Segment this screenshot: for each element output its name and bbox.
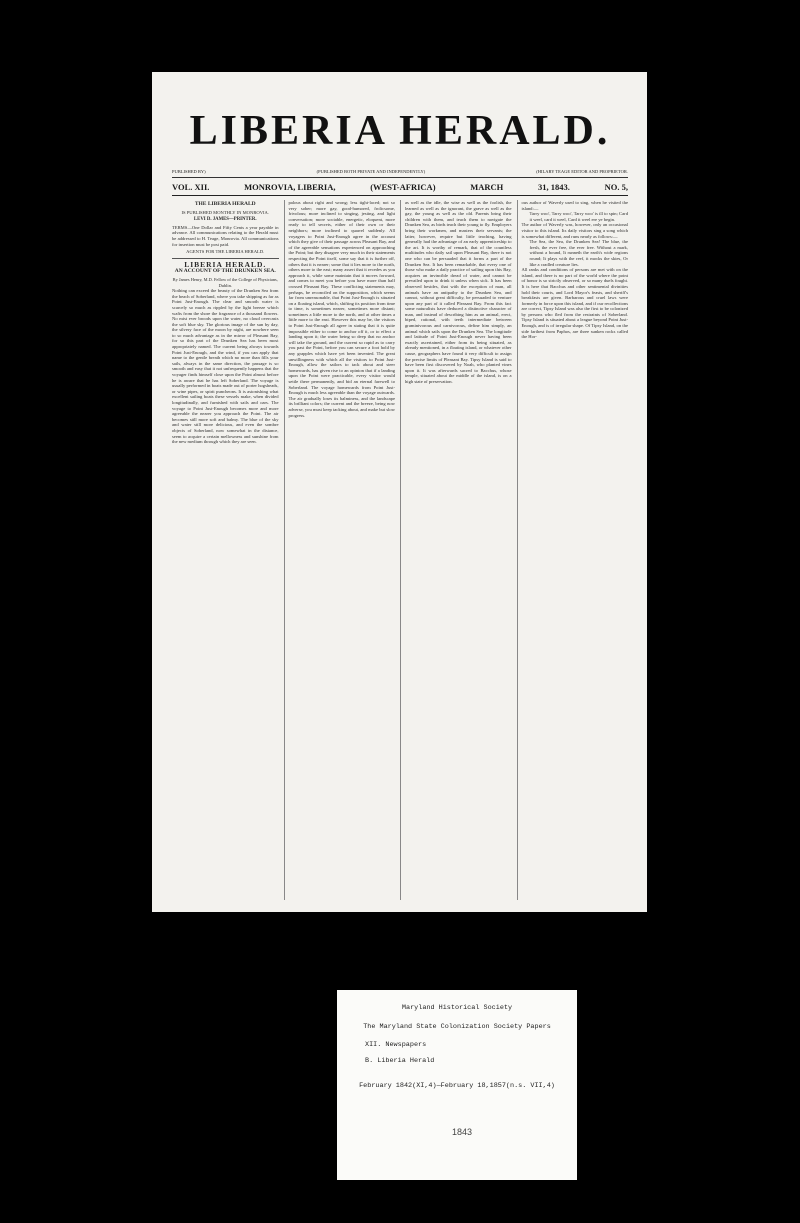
publisher-row <box>172 169 628 178</box>
issue-number: NO. 5, <box>604 182 628 192</box>
masthead-title: LIBERIA HERALD. <box>189 108 611 154</box>
label-series: XII. Newspapers <box>365 1041 427 1049</box>
label-date-range: February 1842(XI,4)—February 18,1857(n.s. VII,4) <box>359 1082 555 1090</box>
place: MONROVIA, LIBERIA, <box>244 182 336 192</box>
column-heading: THE LIBERIA HERALD <box>194 201 256 207</box>
article-body: All ranks and conditions of persons are met with on the island, and there is no part of the world where the point of honor is so strictly observed, or so many duels fought. It is here that Bacchus and other sentimental divinities hold their courts, and Lord Mayor's feasts, and sheriff's breakfasts are given. Barbarous and cruel laws were formerly in force upon this island, and if our recollections are correct, Tipsy Island was also the first to be colonized by persons who fled from the restraints of Soberland. Tipsy Island is situated about a league beyond Point Just-Enough, and is of irregular shape. Of Tipsy Island, on the side farthest from Paphos, are three sunken rocks called the Hor- <box>521 267 628 340</box>
volume-number: VOL. XII. <box>172 182 210 192</box>
label-collection: The Maryland State Colonization Society Papers <box>363 1023 551 1031</box>
label-subseries: B. Liberia Herald <box>365 1057 435 1065</box>
column-1 <box>172 200 279 900</box>
column-intro: ous author of Waverly used to sing, when he visited the island:— <box>521 200 628 211</box>
article-body: Nothing can exceed the beauty of the Drunken Sea from the beach of Soberland, where you take shipping as far as Point Just-Enough. The clear and smooth water is scarcely so much as rippled by the light breeze which wafts from the shore the fragrance of a thousand flowers. No mist ever broods upon the water, no cloud overcasts the soft blue sky. The glorious image of the sun by day, the silvery face of the moon by night, are nowhere seen to so much advantage as in the mirror of Pleasant Bay, for so this part of the Drunken Sea has been most appropriately named. The current being always towards Point Just-Enough, and the wind, if you can apply that name to the gentle breath which no more than fills your sails, always in the same direction, the passage is so smooth and easy that it not unfrequently happens that the voyager finds himself close upon the Point almost before he is aware that he has left Soberland. The voyage is usually performed in boats made out of porter hogsheads, or wine pipes, or spirit puncheons. It is astonishing what excellent sailing boats these vessels make, when divided longitudinally, and furnished with sails and oars. The voyage to Point Just-Enough becomes more and more agreeable the nearer you approach the Point. The air becomes still more soft and balmy. The blue of the sky and water still more delicious, and even the sombre objects of Soberland, now somewhat in the distance, seem to acquire a certain mellowness and sunshine from the new medium through which they are seen. <box>172 288 279 445</box>
column-4 <box>517 200 629 900</box>
published-by: PUBLISHED BY) <box>172 169 206 174</box>
article-body: as well as the idle, the wise as well as the foolish, the learned as well as the ignorant, the grave as well as the gay, the young as well as the old. Parents bring their children with them, and teach them to navigate the Drunken Sea, as birds teach their young to fly. Employers bring their workmen, and masters their servants; the latter, however, require but little teaching, having generally had the advantage of an early apprenticeship to the art. It is worthy of remark, that of the countless multitudes who daily sail upon Pleasant Bay, there is not one who can be persuaded that it forms a part of the Drunken Sea. It has been remarkable, that every one of those who make a daily practice of sailing upon this Bay, acquires an invincible dread of water, and cannot be prevailed upon to drink it unless when sick. It has been observed besides, that with the exception of man, all animals have an antipathy to the Drunken Sea, and cannot, without great difficulty, be persuaded to venture upon any part of it called Pleasant Bay. From this fact some naturalists have deduced a distinctive character of man, and instead of describing him as an animal, erect, biped, rational, with teeth intermediate between graminivorous and carnivorous, define him simply, an animal which sails upon the Drunken Sea. The longitude and latitude of Point Just-Enough never having been exactly ascertained, either from its being situated, as already mentioned, in a floating island, or whatever other cause, geographers have found it very difficult to assign the precise limits of Pleasant Bay. Tipsy Island is said to have been first discovered by Noah, who planted vines upon it. It was afterwards sacred to Bacchus, whose temple, situated about the middle of the island, is on a high state of preservation. <box>405 200 512 384</box>
verse-stanza: Tarry woo', Tarry woo', Tarry woo' is ill to spin; Card it weel, card it weel, Card it weel ere ye begin. <box>529 211 628 222</box>
region: (WEST-AFRICA) <box>370 182 436 192</box>
column-subheading: IS PUBLISHED MONTHLY IN MONROVIA. <box>181 209 270 215</box>
divider <box>172 258 279 259</box>
label-society: Maryland Historical Society <box>401 1004 513 1012</box>
section-banner: LIBERIA HERALD. <box>184 259 267 269</box>
article-byline: By James Henry, M.D. Fellow of the College of Physicians, Dublin. <box>172 276 278 288</box>
text-columns <box>172 200 628 900</box>
column-3 <box>400 200 512 900</box>
archive-label <box>337 990 577 1180</box>
date: 31, 1843. <box>538 182 570 192</box>
newspaper-page <box>152 72 647 912</box>
editor: (HILARY TEAGE EDITOR AND PROPRIETOR. <box>536 169 628 174</box>
volume-row <box>172 182 628 196</box>
label-year: 1843 <box>452 1127 473 1137</box>
terms-paragraph: TERMS—One Dollar and Fifty Cents a year payable in advance. All communications relating to the Herald must be addressed to H. Teage, Monrovia. All communications for insertion must be post paid. <box>172 224 279 247</box>
printer-line: LEVI D. JAMES—PRINTER. <box>193 217 257 223</box>
verse-stanza: The Sea, the Sea, the Drunken Sea! The blue, the fresh, the ever free, the ever free. Without a mark, without a bound, It runneth the earth's wide regions round; It plays with the reef, it mocks the skies, Or like a cradled creature lies. <box>529 239 628 267</box>
agents-heading: AGENTS FOR THE LIBERIA HERALD. <box>186 249 265 255</box>
motto: (PUBLISHED BOTH PRIVATE AND INDEPENDENTLY) <box>316 169 426 174</box>
article-title: AN ACCOUNT OF THE DRUNKEN SEA. <box>174 268 276 275</box>
month: MARCH <box>470 182 504 192</box>
article-body: The author of Waverly was, however, only an occasional visitor to this island. Its daily visitors sing a song which is somewhat different, and runs nearly as follows:— <box>521 222 628 239</box>
article-body: palous about right and wrong; less tight-laced; not so very sober; more gay, good-humored, frolicsome, frivolous; more inclined to singing, jesting, and light conversation; more sociable, energetic, eloquent, more ready to tell secrets, either of their own or their neighbors; more inclined to quarrel suddenly. All voyagers to Point Just-Enough agree in the account which they give of their passage across Pleasant Bay, and of the agreeable sensations experienced on approaching the Point; but they disagree very much in their statements respecting the Point itself, some say that it is further off, others that it is nearer; some that it lies more to the north, others more to the east; many assert that it recedes as you approach it, while some maintain that it moves forward, and comes to meet you before you have more than half crossed Pleasant Bay. These conflicting statements may, perhaps, be reconciled on the supposition, which seems far from unreasonable, that Point Just-Enough is situated on a floating island, which, shifting its position from time to time, is sometimes nearer, sometimes more distant; sometimes a little more to the north, and at other times a little more to the east. However this may be, the visitors to Point Just-Enough all agree in stating that it is quite impossible either to come to anchor off it, or to effect a landing upon it; the water being so deep that no anchor will take the ground, and the current so rapid as to carry you past the Point, before you can secure a foot hold by any grapples which have yet been invented. The great unwillingness with which all the visitors to Point Just-Enough, allow the sailors to tack about and steer homewards, has given rise to an opinion that if a landing upon the Point were practicable, every visitor would settle there permanently, and bid an eternal farewell to Soberland. The voyage homewards from Point Just-Enough is much less agreeable than the voyage outwards. The air gradually loses its balminess, and the landscape its brilliant colors; the current and the breeze, being now adverse, you must keep tacking about, and make but slow progress. <box>288 200 395 418</box>
column-2 <box>284 200 396 900</box>
